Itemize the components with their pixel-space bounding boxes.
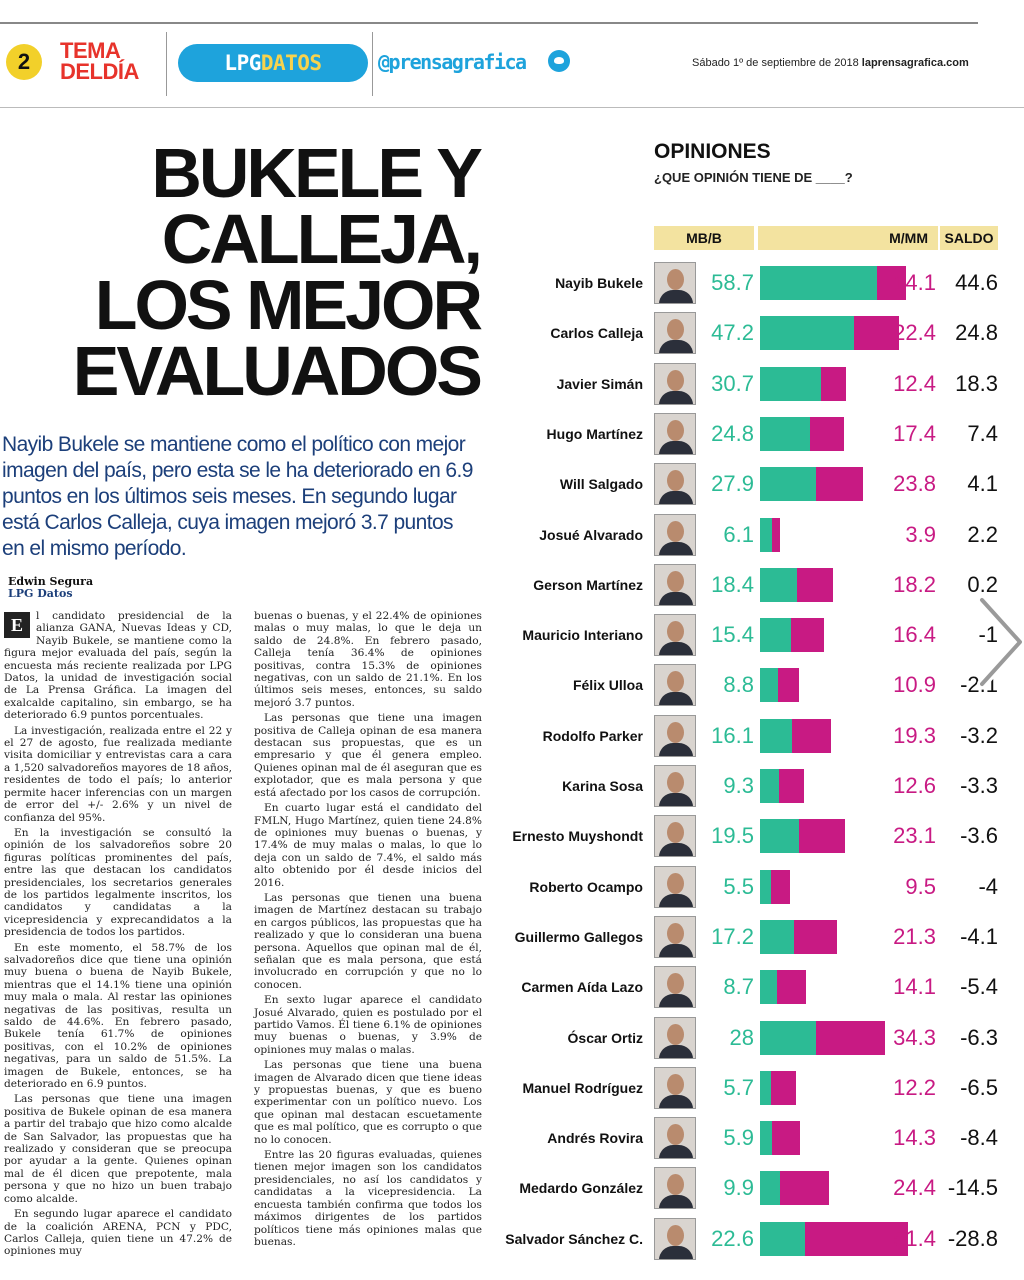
drop-cap: E bbox=[4, 612, 30, 638]
face-shape bbox=[667, 973, 684, 994]
bad-opinion-value: 12.4 bbox=[893, 370, 936, 396]
bad-opinion-bar bbox=[778, 668, 800, 702]
good-opinion-value: 8.7 bbox=[723, 974, 754, 1000]
good-opinion-value: 22.6 bbox=[711, 1225, 754, 1251]
portrait-icon bbox=[654, 363, 696, 405]
good-opinion-bar bbox=[760, 668, 778, 702]
person-name: Roberto Ocampo bbox=[529, 878, 643, 895]
good-opinion-value: 5.7 bbox=[723, 1074, 754, 1100]
good-opinion-bar bbox=[760, 970, 777, 1004]
saldo-value: -3.6 bbox=[960, 823, 998, 849]
face-shape bbox=[667, 470, 684, 491]
suit-shape bbox=[659, 692, 693, 706]
face-shape bbox=[667, 571, 684, 592]
person-name: Carlos Calleja bbox=[550, 325, 643, 342]
headline-line: BUKELE Y bbox=[151, 134, 480, 212]
chart-subtitle: ¿QUE OPINIÓN TIENE DE ____? bbox=[654, 170, 853, 185]
suit-shape bbox=[659, 1045, 693, 1059]
bad-opinion-value: 12.6 bbox=[893, 773, 936, 798]
author-name: Edwin Segura bbox=[8, 575, 94, 588]
saldo-value: -3.3 bbox=[960, 773, 998, 798]
bad-opinion-bar bbox=[771, 1071, 795, 1105]
person-name: Nayib Bukele bbox=[555, 275, 643, 291]
brand-bold: LPG bbox=[224, 51, 261, 75]
portrait-icon bbox=[654, 1017, 696, 1059]
good-opinion-bar bbox=[760, 1171, 780, 1205]
person-name: Javier Simán bbox=[556, 375, 643, 392]
good-opinion-value: 19.5 bbox=[711, 823, 754, 849]
saldo-value: 24.8 bbox=[955, 320, 998, 346]
bad-opinion-bar bbox=[779, 769, 804, 803]
saldo-value: -2.1 bbox=[960, 672, 998, 698]
saldo-value: 4.1 bbox=[967, 471, 998, 497]
bad-opinion-bar bbox=[797, 568, 833, 602]
portrait-icon bbox=[654, 564, 696, 606]
good-opinion-bar bbox=[760, 1222, 805, 1256]
article-paragraph: Las personas que tiene una imagen positiva de Bukele opinan de esa manera a partir del trabajo que hizo como alcalde de San Salvador, las propuestas que ha realizado y consideran que se preocupa por ayudar a la gente. Quienes opinan mal de él dicen que prepotente, mala persona y que no hizo un buen trabajo como alcalde. bbox=[4, 1093, 232, 1205]
face-shape bbox=[667, 1074, 684, 1095]
bad-opinion-value: 14.3 bbox=[893, 1125, 936, 1151]
bad-opinion-bar bbox=[816, 467, 864, 501]
face-shape bbox=[667, 722, 684, 743]
site-link[interactable]: laprensagrafica.com bbox=[861, 57, 969, 69]
saldo-value: 2.2 bbox=[967, 521, 998, 547]
bad-opinion-bar bbox=[772, 1121, 801, 1155]
bad-opinion-value: 10.9 bbox=[893, 672, 936, 698]
good-opinion-bar bbox=[760, 518, 772, 552]
person-name: Mauricio Interiano bbox=[522, 627, 643, 644]
bad-opinion-bar bbox=[792, 719, 831, 753]
good-opinion-value: 9.3 bbox=[723, 773, 754, 798]
suit-shape bbox=[659, 1195, 693, 1209]
portrait-icon bbox=[654, 664, 696, 706]
portrait-icon bbox=[654, 614, 696, 656]
person-name: Ernesto Muyshondt bbox=[512, 828, 643, 845]
article-paragraph: En este momento, el 58.7% de los salvadoreños dice que tiene una opinión muy buena o buena de Nayib Bukele, mientras que el 14.1% tiene una opinión muy mala o mala. Al restar las opiniones negativas de las positivas, resulta un saldo de 44.6%. En febrero pasado, Bukele tenía 61.7% de opiniones positivas, con el 10.2% de opiniones negativas, para un saldo de 51.5%. La imagen de Bukele, entonces, se ha deteriorado en 6.9 puntos. bbox=[4, 941, 232, 1091]
suit-shape bbox=[659, 491, 693, 505]
bad-opinion-bar bbox=[780, 1171, 829, 1205]
page-number: 2 bbox=[6, 44, 42, 80]
article-paragraph: En la investigación se consultó la opinión de los salvadoreños sobre 20 figuras políticas prominentes del país, entre las que destacan los candidatos presidenciales, los secretarios generales de los partidos legalmente inscritos, los candidatos y candidatas a la vicepresidencia y exprecandidatos a la presidencia de todos los partidos. bbox=[4, 826, 232, 939]
saldo-value: -28.8 bbox=[947, 1225, 998, 1251]
face-shape bbox=[667, 1024, 684, 1045]
person-name: Josué Alvarado bbox=[539, 526, 643, 543]
good-opinion-value: 15.4 bbox=[711, 622, 754, 648]
saldo-value: -4 bbox=[978, 873, 998, 899]
person-name: Salvador Sánchez C. bbox=[505, 1230, 643, 1247]
column-header-saldo: SALDO bbox=[940, 226, 998, 250]
suit-shape bbox=[659, 894, 693, 908]
bad-opinion-value: 22.4 bbox=[893, 320, 936, 346]
face-shape bbox=[667, 1174, 684, 1195]
bad-opinion-bar bbox=[799, 819, 845, 853]
portrait-icon bbox=[654, 966, 696, 1008]
saldo-value: -1 bbox=[978, 622, 998, 648]
suit-shape bbox=[659, 944, 693, 958]
portrait-icon bbox=[654, 1067, 696, 1109]
saldo-value: -6.5 bbox=[960, 1074, 998, 1100]
article-paragraph: Entre las 20 figuras evaluadas, quienes tienen mejor imagen son los candidatos presidenciales, no así los candidatos y candidatas a la vicepresidencia. La encuesta también confirma que todos los máximos dirigentes de los partidos políticos tiene más opiniones malas que buenas. bbox=[254, 1149, 482, 1248]
good-opinion-value: 5.9 bbox=[723, 1125, 754, 1151]
face-shape bbox=[667, 772, 684, 793]
bad-opinion-bar bbox=[771, 870, 790, 904]
good-opinion-bar bbox=[760, 266, 877, 300]
suit-shape bbox=[659, 793, 693, 807]
portrait-icon bbox=[654, 815, 696, 857]
bad-opinion-value: 23.1 bbox=[893, 823, 936, 849]
bad-opinion-value: 23.8 bbox=[893, 471, 936, 497]
twitter-handle[interactable]: @prensagrafica bbox=[378, 50, 526, 74]
saldo-value: 0.2 bbox=[967, 571, 998, 597]
good-opinion-bar bbox=[760, 719, 792, 753]
suit-shape bbox=[659, 542, 693, 556]
good-opinion-bar bbox=[760, 568, 797, 602]
bad-opinion-bar bbox=[810, 417, 845, 451]
good-opinion-value: 17.2 bbox=[711, 923, 754, 949]
suit-shape bbox=[659, 290, 693, 304]
good-opinion-value: 47.2 bbox=[711, 320, 754, 346]
good-opinion-value: 24.8 bbox=[711, 420, 754, 446]
person-name: Guillermo Gallegos bbox=[514, 928, 643, 945]
saldo-value: 44.6 bbox=[955, 270, 998, 295]
article-paragraph: La investigación, realizada entre el 22 y el 27 de agosto, fue realizada mediante visita domiciliar y entrevistas cara a cara a 1,520 salvadoreños mayores de 18 años, residentes de todo el país; lo anterior permite hacer inferencias con un margen de error del +/- 2.6% y un nivel de confianza del 95%. bbox=[4, 724, 232, 824]
saldo-value: -4.1 bbox=[960, 923, 998, 949]
bad-opinion-value: 3.9 bbox=[905, 521, 936, 547]
good-opinion-bar bbox=[760, 467, 816, 501]
article-paragraph: En cuarto lugar está el candidato del FMLN, Hugo Martínez, quien tiene 24.8% de opiniones muy buenas o buenas, y 17.4% de muy malas o malas, lo que lo deja con un saldo de 7.4%, el saldo más alto obtenido por él desde inicios del 2016. bbox=[254, 802, 482, 889]
saldo-value: -5.4 bbox=[960, 974, 998, 1000]
saldo-value: -3.2 bbox=[960, 722, 998, 748]
face-shape bbox=[667, 923, 684, 944]
person-name: Hugo Martínez bbox=[546, 425, 643, 442]
good-opinion-bar bbox=[760, 367, 821, 401]
bad-opinion-bar bbox=[794, 920, 837, 954]
good-opinion-value: 8.8 bbox=[723, 672, 754, 698]
suit-shape bbox=[659, 994, 693, 1008]
good-opinion-bar bbox=[760, 1121, 772, 1155]
good-opinion-value: 9.9 bbox=[723, 1175, 754, 1201]
portrait-icon bbox=[654, 916, 696, 958]
face-shape bbox=[667, 319, 684, 340]
bad-opinion-value: 24.4 bbox=[893, 1175, 936, 1201]
headline-line: CALLEJA, bbox=[161, 200, 480, 278]
bad-opinion-value: 21.3 bbox=[893, 923, 936, 949]
bad-opinion-value: 16.4 bbox=[893, 622, 936, 648]
good-opinion-bar bbox=[760, 417, 810, 451]
portrait-icon bbox=[654, 1167, 696, 1209]
section-word-3: DÍA bbox=[102, 59, 139, 84]
author-org: LPG Datos bbox=[8, 587, 73, 600]
bad-opinion-value: 19.3 bbox=[893, 722, 936, 748]
headline-line: LOS MEJOR bbox=[94, 266, 480, 344]
column-header-good: MB/B bbox=[654, 226, 754, 250]
chart-title: OPINIONES bbox=[654, 140, 771, 163]
portrait-icon bbox=[654, 1117, 696, 1159]
face-shape bbox=[667, 671, 684, 692]
article-paragraph: E l candidato presidencial de la alianza GANA, Nuevas Ideas y CD, Nayib Bukele, se mantiene como la figura mejor evaluada del país, según la encuesta más reciente realizada por LPG Datos, la unidad de investigación social de La Prensa Gráfica. La imagen del exalcalde capitalino, sin embargo, se ha deteriorado 6.9 puntos porcentuales. bbox=[4, 610, 232, 722]
portrait-icon bbox=[654, 413, 696, 455]
suit-shape bbox=[659, 592, 693, 606]
article-paragraph: En sexto lugar aparece el candidato Josué Alvarado, quien es postulado por el partido Vamos. Él tiene 6.1% de opiniones muy buenas o buenas, y 3.9% de opiniones muy malas o malas. bbox=[254, 994, 482, 1056]
portrait-icon bbox=[654, 312, 696, 354]
face-shape bbox=[667, 621, 684, 642]
good-opinion-value: 30.7 bbox=[711, 370, 754, 396]
face-shape bbox=[667, 873, 684, 894]
bad-opinion-bar bbox=[821, 367, 846, 401]
brand-light: DATOS bbox=[260, 51, 322, 75]
saldo-value: -14.5 bbox=[947, 1175, 998, 1201]
suit-shape bbox=[659, 1145, 693, 1159]
person-name: Óscar Ortiz bbox=[567, 1029, 643, 1046]
bad-opinion-value: 18.2 bbox=[893, 571, 936, 597]
column-header-bad: M/MM bbox=[758, 226, 938, 250]
article-paragraph: En segundo lugar aparece el candidato de la coalición ARENA, PCN y PDC, Carlos Calleja, quien tiene un 47.2% de opiniones muy bbox=[4, 1208, 232, 1258]
suit-shape bbox=[659, 340, 693, 354]
portrait-icon bbox=[654, 262, 696, 304]
bad-opinion-value: 12.2 bbox=[893, 1074, 936, 1100]
face-shape bbox=[667, 521, 684, 542]
bad-opinion-value: 51.4 bbox=[893, 1225, 936, 1251]
section-word-2: DEL bbox=[60, 59, 103, 84]
suit-shape bbox=[659, 843, 693, 857]
subheadline: Nayib Bukele se mantiene como el político con mejor imagen del país, pero esta se le ha deteriorado en 6.9 puntos en los últimos seis meses. En segundo lugar está Carlos Calleja, cuya imagen mejoró 3.7 puntos en el mismo período. bbox=[2, 433, 473, 560]
face-shape bbox=[667, 370, 684, 391]
headline-line: EVALUADOS bbox=[72, 332, 480, 410]
good-opinion-value: 28 bbox=[729, 1024, 754, 1050]
saldo-value: -6.3 bbox=[960, 1024, 998, 1050]
face-shape bbox=[667, 269, 684, 290]
person-name: Carmen Aída Lazo bbox=[521, 979, 643, 996]
saldo-value: 18.3 bbox=[955, 370, 998, 396]
good-opinion-bar bbox=[760, 819, 799, 853]
good-opinion-value: 27.9 bbox=[711, 471, 754, 497]
person-name: Will Salgado bbox=[559, 476, 643, 493]
suit-shape bbox=[659, 441, 693, 455]
bad-opinion-value: 17.4 bbox=[893, 420, 936, 446]
person-name: Medardo González bbox=[519, 1180, 643, 1197]
bad-opinion-value: 34.3 bbox=[893, 1024, 936, 1050]
person-name: Manuel Rodríguez bbox=[522, 1079, 643, 1096]
saldo-value: 7.4 bbox=[967, 420, 998, 446]
bad-opinion-value: 9.5 bbox=[905, 873, 936, 899]
next-page-chevron-icon[interactable] bbox=[976, 596, 1024, 688]
good-opinion-bar bbox=[760, 870, 771, 904]
suit-shape bbox=[659, 642, 693, 656]
good-opinion-bar bbox=[760, 316, 854, 350]
person-name: Rodolfo Parker bbox=[542, 727, 643, 744]
good-opinion-bar bbox=[760, 618, 791, 652]
face-shape bbox=[667, 1225, 684, 1246]
bad-opinion-value: 14.1 bbox=[893, 974, 936, 1000]
article-paragraph: Las personas que tiene una imagen positiva de Calleja opinan de esa manera destacan sus propuestas, que es un empresario y que él genera empleo. Quienes opinan mal de él aseguran que es explotador, que es mala persona y que está afectado por los casos de corrupción. bbox=[254, 712, 482, 799]
portrait-icon bbox=[654, 765, 696, 807]
good-opinion-bar bbox=[760, 769, 779, 803]
good-opinion-value: 58.7 bbox=[711, 270, 754, 295]
article-paragraph: Las personas que tiene una buena imagen de Alvarado dicen que tiene ideas y propuestas buenas, y que es bueno experimentar con un político nuevo. Los que opinan mal destacan escuetamente que es mal político, que es corrupto o que no lo conocen. bbox=[254, 1059, 482, 1146]
person-name: Gerson Martínez bbox=[533, 576, 643, 593]
person-name: Karina Sosa bbox=[562, 778, 643, 794]
article-paragraph: buenas o buenas, y el 22.4% de opiniones malas o muy malas, lo que le deja un saldo de 24.8%. En febrero pasado, Calleja tenía 36.4% de opiniones positivas, contra 15.3% de opiniones negativas, con un saldo de 21.1%. En los últimos seis meses, entonces, su saldo mejoró 3.7 puntos. bbox=[254, 610, 482, 709]
portrait-icon bbox=[654, 715, 696, 757]
good-opinion-bar bbox=[760, 920, 794, 954]
good-opinion-bar bbox=[760, 1071, 771, 1105]
issue-date: Sábado 1º de septiembre de 2018 bbox=[692, 57, 859, 69]
suit-shape bbox=[659, 1246, 693, 1260]
face-shape bbox=[667, 420, 684, 441]
bad-opinion-bar bbox=[777, 970, 805, 1004]
saldo-value: -8.4 bbox=[960, 1125, 998, 1151]
good-opinion-value: 5.5 bbox=[723, 873, 754, 899]
suit-shape bbox=[659, 391, 693, 405]
portrait-icon bbox=[654, 866, 696, 908]
suit-shape bbox=[659, 1095, 693, 1109]
good-opinion-value: 16.1 bbox=[711, 722, 754, 748]
bad-opinion-bar bbox=[772, 518, 780, 552]
face-shape bbox=[667, 822, 684, 843]
suit-shape bbox=[659, 743, 693, 757]
face-shape bbox=[667, 1124, 684, 1145]
good-opinion-value: 6.1 bbox=[723, 521, 754, 547]
portrait-icon bbox=[654, 514, 696, 556]
article-paragraph: Las personas que tienen una buena imagen de Martínez destacan su trabajo en cargos públicos, las propuestas que ha realizado y que lo consideran una buena persona. Aquellos que opinan mal de él, señalan que es mala persona, que está involucrado en corrupción y que no lo conocen. bbox=[254, 891, 482, 991]
good-opinion-value: 18.4 bbox=[711, 571, 754, 597]
bad-opinion-bar bbox=[791, 618, 824, 652]
bad-opinion-value: 14.1 bbox=[893, 270, 936, 295]
portrait-icon bbox=[654, 1218, 696, 1260]
section-word-1: TEMA bbox=[60, 38, 121, 63]
good-opinion-bar bbox=[760, 1021, 816, 1055]
person-name: Andrés Rovira bbox=[547, 1130, 643, 1147]
person-name: Félix Ulloa bbox=[572, 677, 643, 694]
portrait-icon bbox=[654, 463, 696, 505]
